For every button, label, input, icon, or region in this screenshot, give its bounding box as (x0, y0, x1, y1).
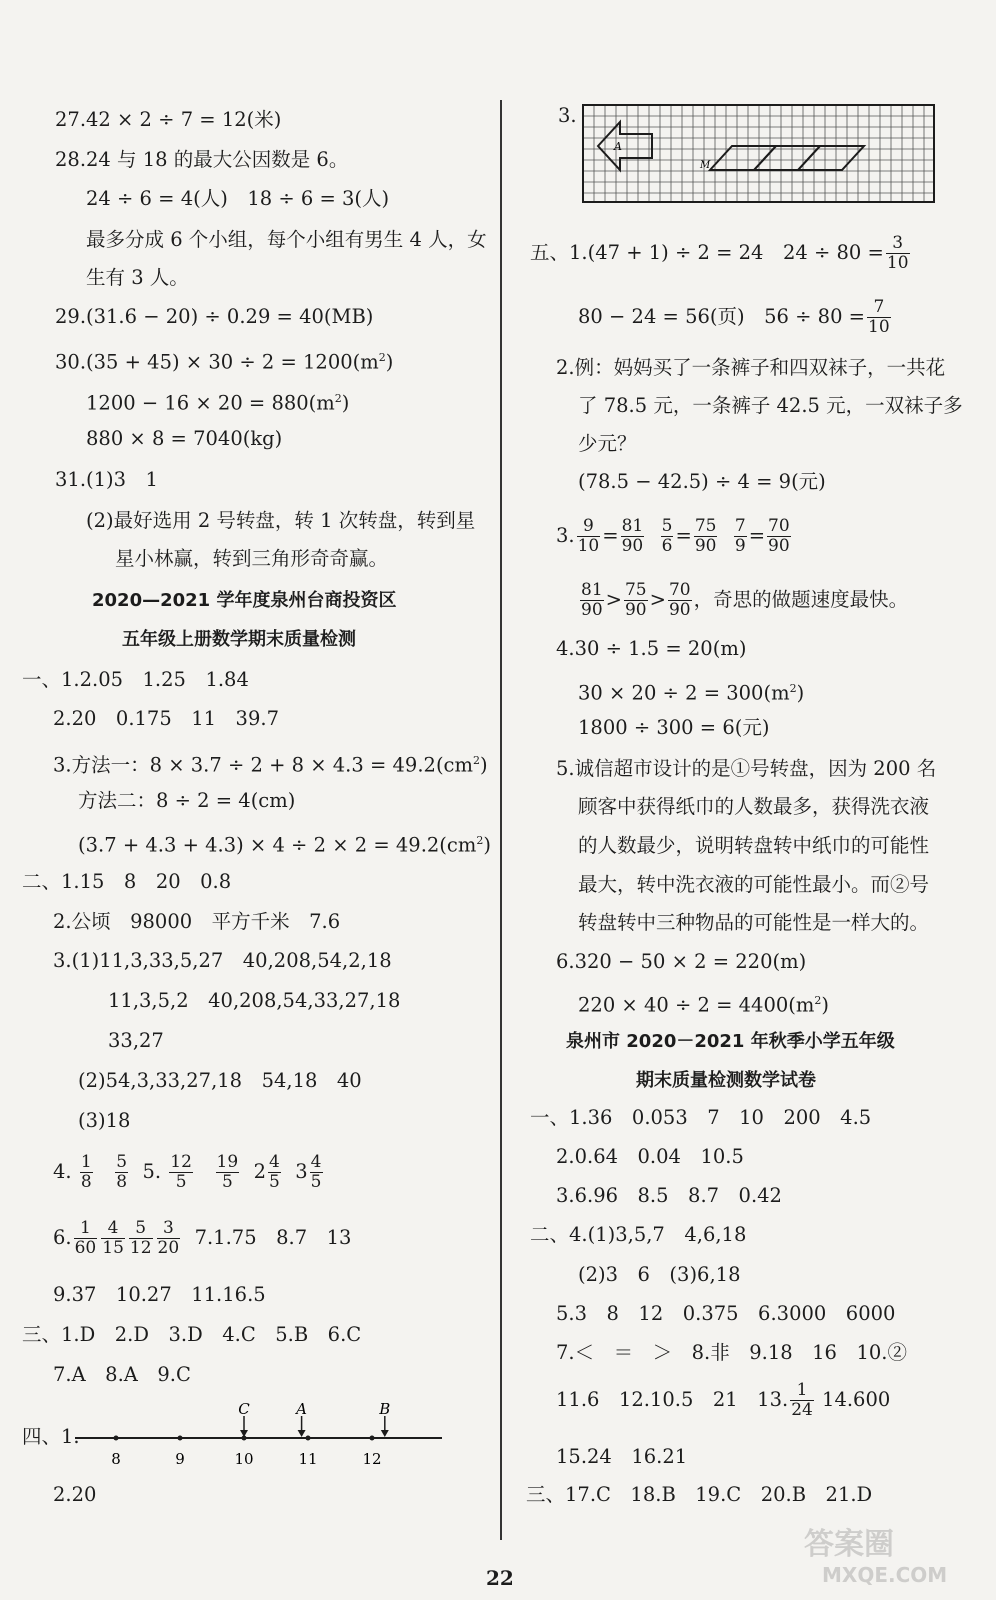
answer-line: 少元？ (578, 432, 637, 455)
fraction-line: 4. $\frac{1}{8}$ $\frac{5}{8}$ 5. $\frac{12}{5}$ $\frac{19}{5}$ 2 $\frac{4}{5}$ 3 $\frac{4}{5}$ (53, 1152, 322, 1192)
answer-line: 29.(31.6 − 20) ÷ 0.29 = 40(MB) (55, 305, 374, 328)
answer-line: 转盘转中三种物品的可能性是一样大的。 (578, 911, 930, 934)
number-line-tick (178, 1436, 183, 1441)
answer-line: 9.37 10.27 11.16.5 (53, 1283, 266, 1306)
fraction: $\frac{81}{90}$ (581, 580, 603, 620)
number-line-tick (306, 1436, 311, 1441)
answer-line: $30.(35 + 45) \times 30 \div 2 = 1200(m^2)$ (55, 350, 394, 374)
section-heading: 2020—2021 学年度泉州台商投资区 (92, 590, 397, 611)
answer-line: 15.24 16.21 (556, 1445, 688, 1468)
answer-line: 11,3,5,2 40,208,54,33,27,18 (108, 989, 401, 1012)
watermark-text: 答案圈 (804, 1527, 894, 1562)
watermark-logo (800, 1520, 970, 1590)
fraction: $\frac{5}{8}$ (116, 1152, 128, 1192)
answer-line: (2)54,3,33,27,18 54,18 40 (78, 1069, 362, 1092)
answer-line: 2.20 0.175 11 39.7 (53, 707, 279, 730)
answer-line: 的人数最少，说明转盘转中纸巾的可能性 (578, 834, 930, 857)
answer-line: 二、1.15 8 20 0.8 (22, 870, 232, 893)
answer-line: 最大，转中洗衣液的可能性最小。而②号 (578, 873, 930, 896)
answer-line: 3.方法一：$8 \times 3.7 \div 2 + 8 \times 4.3 = 49.2(cm^2)$ (53, 753, 488, 777)
answer-line: 28.24 与 18 的最大公因数是 6。 (55, 148, 349, 171)
answer-line: 三、17.C 18.B 19.C 20.B 21.D (526, 1483, 873, 1506)
number-line-tick (370, 1436, 375, 1441)
fraction: $\frac{7}{9}$ (734, 516, 746, 556)
parallelogram-shape (798, 146, 864, 170)
answer-line: 2.公顷 98000 平方千米 7.6 (53, 910, 341, 933)
answer-line: 2.0.64 0.04 10.5 (556, 1145, 744, 1168)
fraction: $\frac{5}{12}$ (129, 1218, 152, 1258)
fraction-line: $\frac{81}{90}$ > $\frac{75}{90}$ > $\frac{70}{90}$ ，奇思的做题速度最快。 (581, 580, 909, 620)
point-label: M (700, 160, 711, 171)
fraction: $\frac{1}{60}$ (74, 1218, 97, 1258)
answer-line: 二、4.(1)3,5,7 4,6,18 (530, 1223, 747, 1246)
fraction: $\frac{4}{5}$ (310, 1152, 322, 1192)
fraction: $\frac{70}{90}$ (668, 580, 691, 620)
point-label: A (614, 140, 622, 153)
answer-line: 880 × 8 = 7040(kg) (86, 427, 283, 450)
fraction: $\frac{4}{15}$ (102, 1218, 124, 1258)
fraction-line: 3. $\frac{9}{10}$ = $\frac{81}{90}$ $\frac{5}{6}$ = $\frac{75}{90}$ $\frac{7}{9}$ = $\frac{70}{90}$ (556, 516, 790, 556)
section-heading: 泉州市 2020－2021 年秋季小学五年级 (566, 1031, 895, 1052)
answer-line: 顾客中获得纸巾的人数最多，获得洗衣液 (578, 795, 930, 818)
fraction: $\frac{75}{90}$ (624, 580, 647, 620)
fraction: $\frac{1}{8}$ (80, 1152, 92, 1192)
answer-line: (2)3 6 (3)6,18 (578, 1263, 741, 1286)
fraction: $\frac{12}{5}$ (170, 1152, 192, 1192)
fraction: $\frac{81}{90}$ (621, 516, 644, 556)
column-divider (500, 100, 502, 1540)
section-heading: 期末质量检测数学试卷 (636, 1070, 816, 1091)
number-line-tick-label: 11 (298, 1450, 318, 1468)
fraction: $\frac{3}{10}$ (886, 233, 909, 273)
answer-line: 1800 ÷ 300 = 6(元) (578, 716, 770, 739)
answer-line: (3)18 (78, 1109, 131, 1132)
fraction-line: 11.6 12.10.5 21 13. $\frac{1}{24}$ 14.600 (556, 1380, 891, 1420)
answer-line: 4.30 ÷ 1.5 = 20(m) (556, 637, 747, 660)
answer-line: $30 \times 20 \div 2 = 300(m^2)$ (578, 681, 805, 705)
answer-line: 7.A 8.A 9.C (53, 1363, 191, 1386)
answer-line: (2)最好选用 2 号转盘，转 1 次转盘，转到星 (86, 509, 476, 532)
number-line-tick-label: 12 (362, 1450, 382, 1468)
number-line-point-label: C (238, 1400, 250, 1418)
answer-line: 33,27 (108, 1029, 164, 1052)
number-line-tick-label: 9 (175, 1450, 185, 1468)
fraction: $\frac{75}{90}$ (694, 516, 717, 556)
answer-line: 三、1.D 2.D 3.D 4.C 5.B 6.C (22, 1323, 362, 1346)
answer-line: $(3.7 + 4.3 + 4.3) \times 4 \div 2 \times 2 = 49.2(cm^2)$ (78, 833, 491, 857)
answer-line: 星小林赢，转到三角形奇奇赢。 (115, 547, 389, 570)
fraction-line: 80 − 24 = 56(页) 56 ÷ 80 = $\frac{7}{10}$ (578, 297, 890, 337)
answer-line: 5.诚信超市设计的是①号转盘，因为 200 名 (556, 757, 937, 780)
answer-line: 生有 3 人。 (86, 266, 189, 289)
number-line-arrowhead (240, 1430, 248, 1437)
number-line-arrowhead (381, 1430, 389, 1437)
answer-line: 四、1. (22, 1425, 80, 1448)
answer-line: 最多分成 6 个小组，每个小组有男生 4 人，女 (86, 228, 487, 251)
answer-line: 7.＜ ＝ ＞ 8.非 9.18 16 10.② (556, 1341, 907, 1364)
number-line-tick-label: 10 (234, 1450, 254, 1468)
number-line-point-label: A (296, 1400, 308, 1418)
answer-line: 一、1.2.05 1.25 1.84 (22, 668, 249, 691)
watermark-text: MXQE.COM (822, 1563, 948, 1587)
fraction-line: 6. $\frac{1}{60}$ $\frac{4}{15}$ $\frac{5}{12}$ $\frac{3}{20}$ 7.1.75 8.7 13 (53, 1218, 352, 1258)
fraction: $\frac{5}{6}$ (661, 516, 673, 556)
fraction: $\frac{7}{10}$ (868, 297, 890, 337)
answer-line: 了 78.5 元，一条裤子 42.5 元，一双袜子多 (578, 394, 963, 417)
number-line (70, 1400, 450, 1480)
answer-line: 2.例：妈妈买了一条裤子和四双袜子，一共花 (556, 356, 946, 379)
grid-border (583, 105, 934, 202)
fraction-line: 五、1.(47 + 1) ÷ 2 = 24 24 ÷ 80 = $\frac{3}{10}$ (530, 233, 909, 273)
fraction: $\frac{9}{10}$ (577, 516, 600, 556)
arrow-shape (598, 122, 652, 170)
answer-line: 3.6.96 8.5 8.7 0.42 (556, 1184, 782, 1207)
answer-line: 6.320 − 50 × 2 = 220(m) (556, 950, 807, 973)
answer-line: 5.3 8 12 0.375 6.3000 6000 (556, 1302, 896, 1325)
grid-figure (582, 104, 936, 204)
number-line-tick (114, 1436, 119, 1441)
fraction: $\frac{70}{90}$ (768, 516, 790, 556)
section-heading: 五年级上册数学期末质量检测 (122, 629, 356, 650)
answer-line: 一、1.36 0.053 7 10 200 4.5 (530, 1106, 872, 1129)
fraction: $\frac{19}{5}$ (216, 1152, 239, 1192)
answer-line: $1200 - 16 \times 20 = 880(m^2)$ (86, 391, 350, 415)
answer-line: 3.(1)11,3,33,5,27 40,208,54,2,18 (53, 949, 392, 972)
fraction: $\frac{4}{5}$ (269, 1152, 280, 1192)
number-line-arrowhead (298, 1430, 306, 1437)
answer-line: 27.42 × 2 ÷ 7 = 12(米) (55, 108, 282, 131)
fraction: $\frac{3}{20}$ (157, 1218, 180, 1258)
answer-line: $220 \times 40 \div 2 = 4400(m^2)$ (578, 993, 829, 1017)
answer-line: 24 ÷ 6 = 4(人) 18 ÷ 6 = 3(人) (86, 187, 390, 210)
answer-line: (78.5 − 42.5) ÷ 4 = 9(元) (578, 470, 826, 493)
answer-line: 2.20 (53, 1483, 97, 1506)
fraction: $\frac{1}{24}$ (791, 1380, 813, 1420)
page-number: 22 (486, 1566, 514, 1590)
answer-line: 方法二：8 ÷ 2 = 4(cm) (78, 789, 296, 812)
answer-line: 31.(1)3 1 (55, 468, 158, 491)
number-line-point-label: B (379, 1400, 391, 1418)
answer-line: 3. (558, 104, 577, 127)
number-line-tick-label: 8 (111, 1450, 121, 1468)
